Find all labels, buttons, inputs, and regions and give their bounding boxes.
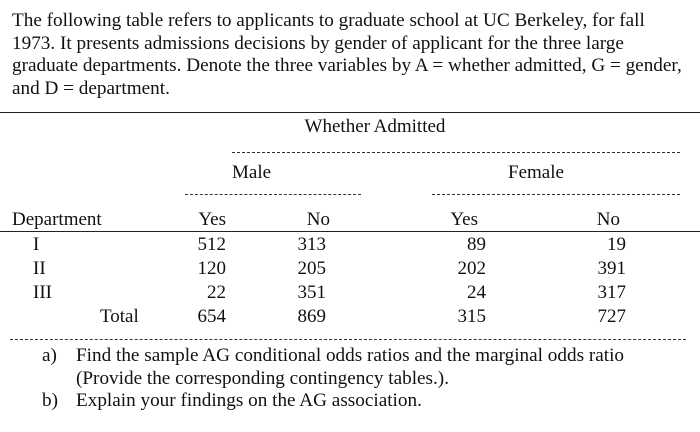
male-yes-column-header: Yes <box>198 209 226 230</box>
male-no-column <box>266 233 326 329</box>
female-yes-column <box>426 233 486 329</box>
table-cell: 315 <box>457 306 486 327</box>
table-cell: 205 <box>297 258 326 279</box>
column-header-rule <box>0 231 700 232</box>
female-group-label: Female <box>508 162 564 183</box>
table-cell: 727 <box>597 306 626 327</box>
question-line: (Provide the corresponding contingency tables.). <box>76 367 449 389</box>
female-no-column <box>566 233 626 329</box>
header-dashed-rule <box>232 152 680 153</box>
table-cell: 202 <box>457 258 486 279</box>
table-cell: 654 <box>197 306 226 327</box>
question-line: Explain your findings on the AG association. <box>76 390 422 411</box>
question-b <box>42 390 624 413</box>
table-cell: 351 <box>297 282 326 303</box>
question-a <box>42 345 624 390</box>
male-group-label: Male <box>232 162 272 183</box>
female-dashed-rule <box>432 194 680 195</box>
problem-intro: The following table refers to applicants to graduate school at UC Berkeley, for fall 1973. It presents admissions decisions by gender of applicant for the three large graduate departments. Denote the three variables by A = whether admitted, G = gender, and D = department. <box>12 10 682 99</box>
department-label: III <box>33 282 52 303</box>
department-label: I <box>33 234 40 255</box>
total-row-label: Total <box>100 306 139 327</box>
table-cell: 89 <box>467 234 486 255</box>
table-cell: 19 <box>607 234 626 255</box>
whether-admitted-header: Whether Admitted <box>304 116 446 137</box>
male-yes-column <box>166 233 226 329</box>
female-no-column-header: No <box>596 209 620 230</box>
table-cell: 313 <box>297 234 326 255</box>
question-text <box>76 390 422 413</box>
table-cell: 391 <box>597 258 626 279</box>
table-cell: 120 <box>197 258 226 279</box>
table-cell: 317 <box>597 282 626 303</box>
question-text <box>76 345 624 390</box>
table-cell: 24 <box>467 282 486 303</box>
department-column-header: Department <box>12 209 102 230</box>
table-cell: 512 <box>197 234 226 255</box>
question-line: Find the sample AG conditional odds ratios and the marginal odds ratio <box>76 345 625 366</box>
table-cell: 869 <box>297 306 326 327</box>
question-list <box>42 345 624 413</box>
table-bottom-rule <box>10 339 686 340</box>
table-cell: 22 <box>207 282 226 303</box>
department-label: II <box>33 258 46 279</box>
table-top-rule <box>0 112 700 113</box>
department-labels <box>33 233 52 305</box>
male-no-column-header: No <box>306 209 330 230</box>
female-yes-column-header: Yes <box>450 209 478 230</box>
male-dashed-rule <box>185 194 361 195</box>
question-label: b) <box>42 390 58 411</box>
question-label: a) <box>42 345 57 366</box>
